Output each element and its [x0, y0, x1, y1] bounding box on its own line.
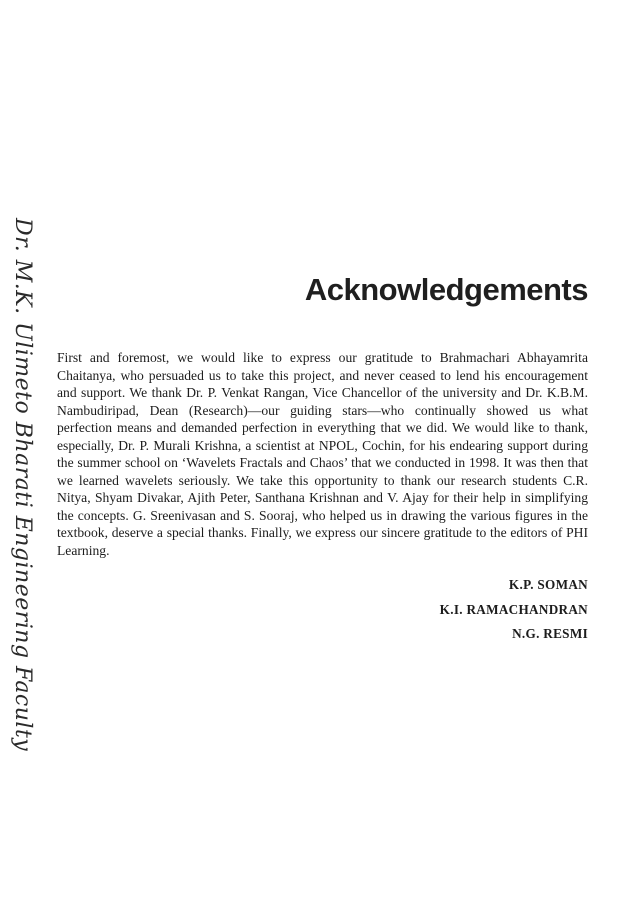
author-name: N.G. RESMI [512, 626, 588, 641]
author-name: K.I. RAMACHANDRAN [439, 601, 588, 617]
author-signature-list [288, 573, 588, 647]
handwritten-margin-note: Dr. M.K. Ulimeto Bharati Engineering Faculty [10, 218, 35, 752]
author-name: K.P. SOMAN [508, 577, 588, 592]
page-title: Acknowledgements [304, 272, 588, 307]
acknowledgement-paragraph: First and foremost, we would like to express our gratitude to Brahmachari Abhayamrita Chaitanya, who persuaded us to take this project, and never ceased to lend his encouragement and support. We thank Dr. P. Venkat Rangan, Vice Chancellor of the university and Dr. K.B.M. Nambudiripad, Dean (Research)—our guiding stars—who continually showed us what perfection means and demanded perfection in everything that we did. We would like to thank, especially, Dr. P. Murali Krishna, a scientist at NPOL, Cochin, for his endearing support during the summer school on ‘Wavelets Fractals and Chaos’ that we conducted in 1998. It was then that we learned wavelets seriously. We take this opportunity to thank our research students C.R. Nitya, Shyam Divakar, Ajith Peter, Santhana Krishnan and V. Ajay for their help in simplifying the concepts. G. Sreenivasan and S. Sooraj, who helped us in drawing the various figures in the textbook, deserve a special thanks. Finally, we express our sincere gratitude to the editors of PHI Learning. [57, 350, 588, 558]
